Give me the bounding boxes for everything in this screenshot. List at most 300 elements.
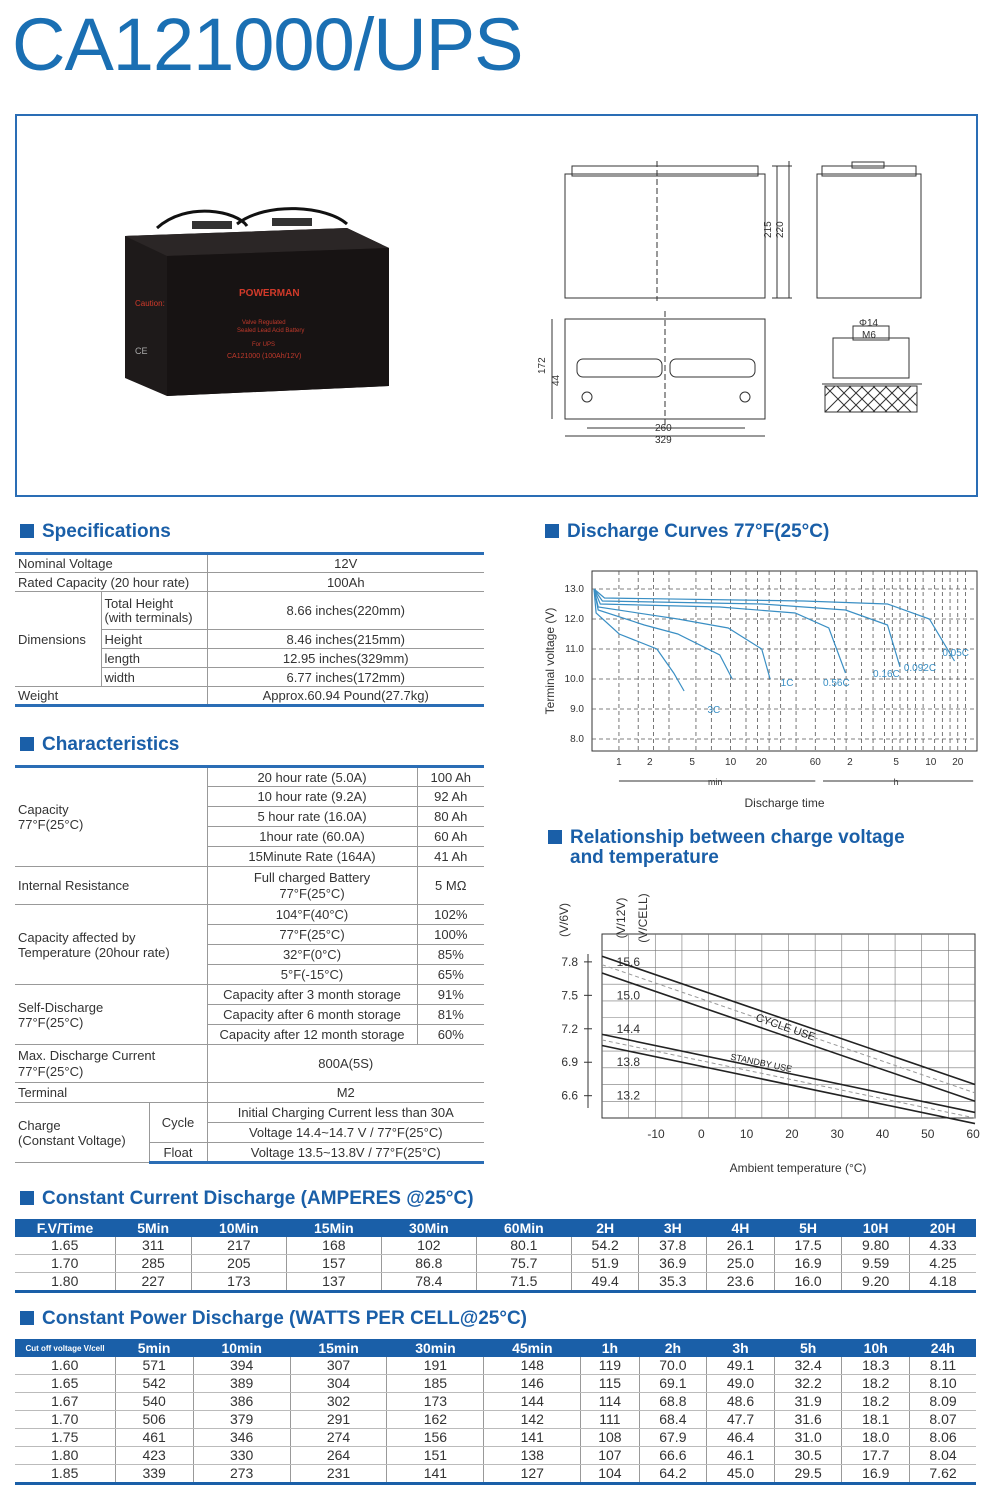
table-cell: 1.65 [15, 1375, 115, 1393]
table-cell: 542 [115, 1375, 193, 1393]
table-cell: 141 [484, 1429, 581, 1447]
specifications-heading: Specifications [20, 521, 171, 543]
char-cond: 1hour rate (60.0A) [207, 827, 417, 847]
column-header: 3H [639, 1219, 707, 1237]
char-value: 80 Ah [417, 807, 484, 827]
svg-text:260: 260 [655, 423, 672, 434]
spec-label: Nominal Voltage [15, 554, 207, 573]
table-cell: 17.7 [842, 1447, 910, 1465]
svg-text:329: 329 [655, 435, 672, 446]
curve-label: 0.56C [823, 678, 850, 689]
char-value: 5 MΩ [417, 867, 484, 905]
char-row [15, 1103, 484, 1123]
spec-sublabel: Height [101, 630, 207, 649]
y-tick-label: 11.0 [565, 644, 584, 655]
y-tick-12v: 14.4 [616, 1021, 640, 1036]
battery-ce-mark: CE [135, 346, 148, 356]
y-tick-label: 10.0 [564, 674, 584, 685]
column-header: 2h [639, 1339, 707, 1357]
table-cell: 8.04 [910, 1447, 976, 1465]
constant-current-heading: Constant Current Discharge (AMPERES @25°C) [20, 1188, 474, 1210]
table-cell: 119 [581, 1357, 639, 1375]
table-cell: 571 [115, 1357, 193, 1375]
y-tick-6v: 7.8 [561, 954, 578, 969]
x-tick-label: 20 [952, 757, 964, 768]
table-row [15, 1429, 976, 1447]
column-header: 5H [774, 1219, 842, 1237]
x-tick-label: 60 [966, 1127, 980, 1141]
table-cell: 146 [484, 1375, 581, 1393]
band-label: CYCLE USE [754, 1011, 817, 1044]
table-cell: 23.6 [707, 1273, 775, 1292]
table-cell: 115 [581, 1375, 639, 1393]
char-row [15, 1045, 484, 1083]
table-cell: 386 [193, 1393, 290, 1411]
specifications-table [15, 552, 484, 707]
table-cell: 51.9 [571, 1255, 639, 1273]
char-sublabel: Float [149, 1143, 207, 1163]
table-cell: 311 [115, 1237, 191, 1255]
table-cell: 29.5 [774, 1465, 842, 1484]
table-cell: 8.09 [910, 1393, 976, 1411]
column-header: 5min [115, 1339, 193, 1357]
char-value: 65% [417, 965, 484, 985]
column-header: 24h [910, 1339, 976, 1357]
table-cell: 1.70 [15, 1255, 115, 1273]
spec-sublabel: length [101, 649, 207, 668]
y-tick-label: 9.0 [570, 704, 584, 715]
x-tick-label: 30 [830, 1127, 844, 1141]
curve-label: 0.16C [873, 669, 900, 680]
table-cell: 47.7 [707, 1411, 775, 1429]
hero-panel [15, 114, 978, 497]
table-header-row [15, 1339, 976, 1357]
y-tick-6v: 7.5 [561, 988, 578, 1003]
table-cell: 86.8 [381, 1255, 476, 1273]
spec-value: 6.77 inches(172mm) [207, 668, 484, 687]
table-cell: 227 [115, 1273, 191, 1292]
curve-label: 0.092C [903, 663, 937, 674]
table-cell: 64.2 [639, 1465, 707, 1484]
table-cell: 25.0 [707, 1255, 775, 1273]
table-cell: 330 [193, 1447, 290, 1465]
table-row [15, 1357, 976, 1375]
x-tick-label: 5 [893, 757, 899, 768]
table-cell: 16.0 [774, 1273, 842, 1292]
column-header: 15Min [286, 1219, 381, 1237]
char-cond: 5 hour rate (16.0A) [207, 807, 417, 827]
table-cell: 54.2 [571, 1237, 639, 1255]
x-axis-label: Discharge time [744, 796, 825, 810]
table-cell: 75.7 [476, 1255, 571, 1273]
char-label: Self-Discharge 77°F(25°C) [15, 985, 207, 1045]
char-row [15, 1083, 484, 1103]
y-tick-6v: 6.6 [561, 1088, 578, 1103]
table-cell: 162 [387, 1411, 484, 1429]
y-tick-6v: 7.2 [561, 1021, 578, 1036]
spec-value: 8.66 inches(220mm) [207, 592, 484, 630]
table-cell: 36.9 [639, 1255, 707, 1273]
table-cell: 31.0 [774, 1429, 842, 1447]
y-label-6v: (V/6V) [557, 902, 571, 938]
table-cell: 4.25 [909, 1255, 976, 1273]
table-cell: 46.1 [707, 1447, 775, 1465]
table-cell: 67.9 [639, 1429, 707, 1447]
y-tick-6v: 6.9 [561, 1055, 578, 1070]
charge-voltage-heading: Relationship between charge voltage and temperature [548, 828, 905, 868]
spec-row [15, 573, 484, 592]
table-cell: 16.9 [842, 1465, 910, 1484]
x-axis-label: Ambient temperature (°C) [729, 1161, 867, 1175]
table-cell: 48.6 [707, 1393, 775, 1411]
table-cell: 114 [581, 1393, 639, 1411]
column-header: Cut off voltage V/cell [15, 1339, 115, 1357]
table-cell: 18.1 [842, 1411, 910, 1429]
x-tick-label: 10 [925, 757, 937, 768]
table-cell: 307 [290, 1357, 387, 1375]
table-cell: 9.59 [842, 1255, 910, 1273]
table-cell: 144 [484, 1393, 581, 1411]
table-row [15, 1411, 976, 1429]
battery-illustration [17, 116, 976, 495]
char-value: Voltage 14.4~14.7 V / 77°F(25°C) [207, 1123, 484, 1143]
y-tick-12v: 13.2 [616, 1088, 640, 1103]
column-header: 2H [571, 1219, 639, 1237]
table-cell: 18.3 [842, 1357, 910, 1375]
svg-text:215: 215 [763, 221, 774, 238]
x-tick-label: 20 [755, 757, 767, 768]
column-header: 30Min [381, 1219, 476, 1237]
battery-caution: Caution: [135, 299, 165, 308]
table-cell: 304 [290, 1375, 387, 1393]
table-cell: 9.20 [842, 1273, 910, 1292]
characteristics-table [15, 765, 484, 1164]
char-cond: 77°F(25°C) [207, 925, 417, 945]
table-cell: 37.8 [639, 1237, 707, 1255]
table-cell: 217 [191, 1237, 286, 1255]
table-cell: 274 [290, 1429, 387, 1447]
table-cell: 302 [290, 1393, 387, 1411]
spec-value: 100Ah [207, 573, 484, 592]
column-header: 60Min [476, 1219, 571, 1237]
table-cell: 273 [193, 1465, 290, 1484]
spec-value: 12V [207, 554, 484, 573]
char-value: 60% [417, 1025, 484, 1045]
table-row [15, 1447, 976, 1465]
table-cell: 49.4 [571, 1273, 639, 1292]
table-cell: 461 [115, 1429, 193, 1447]
y-axis-label: Terminal voltage (V) [543, 607, 557, 715]
table-cell: 156 [387, 1429, 484, 1447]
column-header: F.V/Time [15, 1219, 115, 1237]
table-cell: 7.62 [910, 1465, 976, 1484]
char-row [15, 905, 484, 925]
spec-sublabel: width [101, 668, 207, 687]
table-row [15, 1237, 976, 1255]
table-cell: 185 [387, 1375, 484, 1393]
table-cell: 17.5 [774, 1237, 842, 1255]
table-cell: 285 [115, 1255, 191, 1273]
table-cell: 1.85 [15, 1465, 115, 1484]
spec-label: Weight [15, 687, 207, 706]
battery-photo [125, 209, 389, 396]
table-cell: 394 [193, 1357, 290, 1375]
y-tick-label: 8.0 [570, 734, 584, 745]
char-cond: Capacity after 3 month storage [207, 985, 417, 1005]
table-cell: 68.8 [639, 1393, 707, 1411]
char-cond: 15Minute Rate (164A) [207, 847, 417, 867]
spec-value: 12.95 inches(329mm) [207, 649, 484, 668]
spec-sublabel: Total Height (with terminals) [101, 592, 207, 630]
table-cell: 69.1 [639, 1375, 707, 1393]
front-view-drawing [552, 161, 922, 436]
char-row [15, 985, 484, 1005]
x-tick-label: 10 [725, 757, 737, 768]
svg-text:44: 44 [551, 374, 562, 386]
char-value: M2 [207, 1083, 484, 1103]
constant-current-table [15, 1219, 976, 1293]
svg-text:172: 172 [537, 357, 548, 374]
table-cell: 31.9 [774, 1393, 842, 1411]
column-header: 3h [707, 1339, 775, 1357]
table-cell: 68.4 [639, 1411, 707, 1429]
table-cell: 231 [290, 1465, 387, 1484]
table-cell: 26.1 [707, 1237, 775, 1255]
table-cell: 45.0 [707, 1465, 775, 1484]
table-cell: 423 [115, 1447, 193, 1465]
x-tick-label: 20 [785, 1127, 799, 1141]
table-cell: 108 [581, 1429, 639, 1447]
svg-text:220: 220 [775, 221, 786, 238]
table-cell: 1.67 [15, 1393, 115, 1411]
table-cell: 8.10 [910, 1375, 976, 1393]
char-value: 85% [417, 945, 484, 965]
x-tick-label: 5 [689, 757, 695, 768]
table-cell: 137 [286, 1273, 381, 1292]
char-cond: 5°F(-15°C) [207, 965, 417, 985]
column-header: 45min [484, 1339, 581, 1357]
column-header: 10H [842, 1219, 910, 1237]
char-cond: 32°F(0°C) [207, 945, 417, 965]
char-row [15, 767, 484, 787]
char-cond: 104°F(40°C) [207, 905, 417, 925]
table-cell: 31.6 [774, 1411, 842, 1429]
battery-model: CA121000 (100Ah/12V) [227, 353, 302, 360]
x-tick-label: 0 [697, 1127, 705, 1141]
spec-label: Rated Capacity (20 hour rate) [15, 573, 207, 592]
battery-line2: Sealed Lead Acid Battery [237, 328, 305, 334]
x-unit-h: h [893, 777, 899, 787]
constant-power-table [15, 1339, 976, 1485]
char-label: Charge (Constant Voltage) [15, 1103, 149, 1163]
x-tick-label: 1 [616, 757, 622, 768]
char-value: 102% [417, 905, 484, 925]
page-title: CA121000/UPS [12, 3, 523, 86]
table-cell: 142 [484, 1411, 581, 1429]
char-value: Initial Charging Current less than 30A [207, 1103, 484, 1123]
discharge-curves-heading: Discharge Curves 77°F(25°C) [545, 521, 829, 543]
table-cell: 80.1 [476, 1237, 571, 1255]
table-cell: 379 [193, 1411, 290, 1429]
table-cell: 18.2 [842, 1393, 910, 1411]
x-tick-label: 60 [809, 757, 821, 768]
spec-row [15, 687, 484, 706]
spec-value: 8.46 inches(215mm) [207, 630, 484, 649]
x-tick-label: 2 [646, 757, 653, 768]
char-cond: Full charged Battery 77°F(25°C) [207, 867, 417, 905]
y-tick-12v: 13.8 [616, 1055, 640, 1070]
table-cell: 102 [381, 1237, 476, 1255]
table-cell: 107 [581, 1447, 639, 1465]
y-tick-12v: 15.0 [616, 988, 640, 1003]
table-cell: 4.18 [909, 1273, 976, 1292]
char-value: 100 Ah [417, 767, 484, 787]
spec-row [15, 554, 484, 573]
table-cell: 8.11 [910, 1357, 976, 1375]
table-cell: 46.4 [707, 1429, 775, 1447]
table-cell: 78.4 [381, 1273, 476, 1292]
table-cell: 1.60 [15, 1357, 115, 1375]
table-cell: 30.5 [774, 1447, 842, 1465]
table-row [15, 1393, 976, 1411]
table-cell: 32.2 [774, 1375, 842, 1393]
char-value: 92 Ah [417, 787, 484, 807]
table-cell: 291 [290, 1411, 387, 1429]
table-cell: 127 [484, 1465, 581, 1484]
y-tick-label: 12.0 [564, 614, 584, 625]
table-cell: 346 [193, 1429, 290, 1447]
battery-line1: Valve Regulated [242, 320, 286, 326]
table-cell: 506 [115, 1411, 193, 1429]
table-cell: 148 [484, 1357, 581, 1375]
table-cell: 70.0 [639, 1357, 707, 1375]
table-cell: 1.65 [15, 1237, 115, 1255]
table-cell: 173 [387, 1393, 484, 1411]
plot-frame [592, 571, 977, 751]
spec-label: Dimensions [15, 592, 101, 687]
x-unit-min: min [707, 777, 723, 787]
table-cell: 389 [193, 1375, 290, 1393]
table-cell: 151 [387, 1447, 484, 1465]
char-label: Internal Resistance [15, 867, 207, 905]
char-label: Capacity affected by Temperature (20hour rate) [15, 905, 207, 985]
table-row [15, 1255, 976, 1273]
column-header: 1h [581, 1339, 639, 1357]
characteristics-heading: Characteristics [20, 734, 179, 756]
column-header: 4H [707, 1219, 775, 1237]
table-cell: 540 [115, 1393, 193, 1411]
column-header: 5Min [115, 1219, 191, 1237]
table-cell: 66.6 [639, 1447, 707, 1465]
table-cell: 168 [286, 1237, 381, 1255]
table-cell: 18.2 [842, 1375, 910, 1393]
table-row [15, 1375, 976, 1393]
table-cell: 18.0 [842, 1429, 910, 1447]
table-cell: 35.3 [639, 1273, 707, 1292]
discharge-curves-chart [540, 565, 980, 815]
svg-text:Φ14: Φ14 [859, 318, 879, 329]
spec-row [15, 592, 484, 630]
column-header: 20H [909, 1219, 976, 1237]
curve-label: 0.05C [942, 648, 970, 659]
table-cell: 1.75 [15, 1429, 115, 1447]
char-value: Voltage 13.5~13.8V / 77°F(25°C) [207, 1143, 484, 1163]
battery-line3: For UPS [252, 342, 276, 348]
char-label: Terminal [15, 1083, 207, 1103]
svg-text:M6: M6 [862, 330, 876, 341]
char-label: Capacity 77°F(25°C) [15, 767, 207, 867]
table-cell: 49.0 [707, 1375, 775, 1393]
char-cond: 10 hour rate (9.2A) [207, 787, 417, 807]
band-label: STANDBY USE [729, 1051, 793, 1075]
column-header: 15min [290, 1339, 387, 1357]
char-value: 81% [417, 1005, 484, 1025]
table-cell: 71.5 [476, 1273, 571, 1292]
table-cell: 138 [484, 1447, 581, 1465]
char-value: 41 Ah [417, 847, 484, 867]
column-header: 10min [193, 1339, 290, 1357]
table-cell: 191 [387, 1357, 484, 1375]
char-value: 91% [417, 985, 484, 1005]
x-tick-label: 10 [739, 1127, 754, 1141]
table-cell: 111 [581, 1411, 639, 1429]
char-value: 800A(5S) [207, 1045, 484, 1083]
curve-label: 1C [780, 678, 794, 689]
table-cell: 264 [290, 1447, 387, 1465]
y-tick-label: 13.0 [564, 584, 584, 595]
spec-value: Approx.60.94 Pound(27.7kg) [207, 687, 484, 706]
table-cell: 49.1 [707, 1357, 775, 1375]
char-value: 60 Ah [417, 827, 484, 847]
table-cell: 339 [115, 1465, 193, 1484]
char-row [15, 867, 484, 905]
table-header-row [15, 1219, 976, 1237]
y-tick-12v: 15.6 [616, 954, 640, 969]
battery-brand: POWERMAN [239, 288, 300, 299]
column-header: 10h [842, 1339, 910, 1357]
column-header: 10Min [191, 1219, 286, 1237]
y-label-12v: (V/12V) [614, 897, 628, 939]
x-tick-label: 40 [875, 1127, 890, 1141]
char-cond: Capacity after 12 month storage [207, 1025, 417, 1045]
column-header: 5h [774, 1339, 842, 1357]
x-tick-label: 2 [847, 757, 853, 768]
char-cond: Capacity after 6 month storage [207, 1005, 417, 1025]
char-cond: 20 hour rate (5.0A) [207, 767, 417, 787]
column-header: 30min [387, 1339, 484, 1357]
table-cell: 157 [286, 1255, 381, 1273]
table-row [15, 1273, 976, 1292]
table-cell: 141 [387, 1465, 484, 1484]
table-row [15, 1465, 976, 1484]
charge-temperature-chart [540, 890, 985, 1175]
table-cell: 104 [581, 1465, 639, 1484]
char-value: 100% [417, 925, 484, 945]
x-tick-label: 50 [921, 1127, 935, 1141]
table-cell: 9.80 [842, 1237, 910, 1255]
table-cell: 8.07 [910, 1411, 976, 1429]
char-label: Max. Discharge Current 77°F(25°C) [15, 1045, 207, 1083]
table-cell: 32.4 [774, 1357, 842, 1375]
char-sublabel: Cycle [149, 1103, 207, 1143]
constant-power-heading: Constant Power Discharge (WATTS PER CELL@25°C) [20, 1308, 527, 1330]
discharge-curve-0.05C [594, 589, 955, 661]
table-cell: 4.33 [909, 1237, 976, 1255]
table-cell: 8.06 [910, 1429, 976, 1447]
curve-label: 3C [707, 705, 721, 716]
y-label-cell: (V/CELL) [636, 893, 650, 943]
table-cell: 16.9 [774, 1255, 842, 1273]
